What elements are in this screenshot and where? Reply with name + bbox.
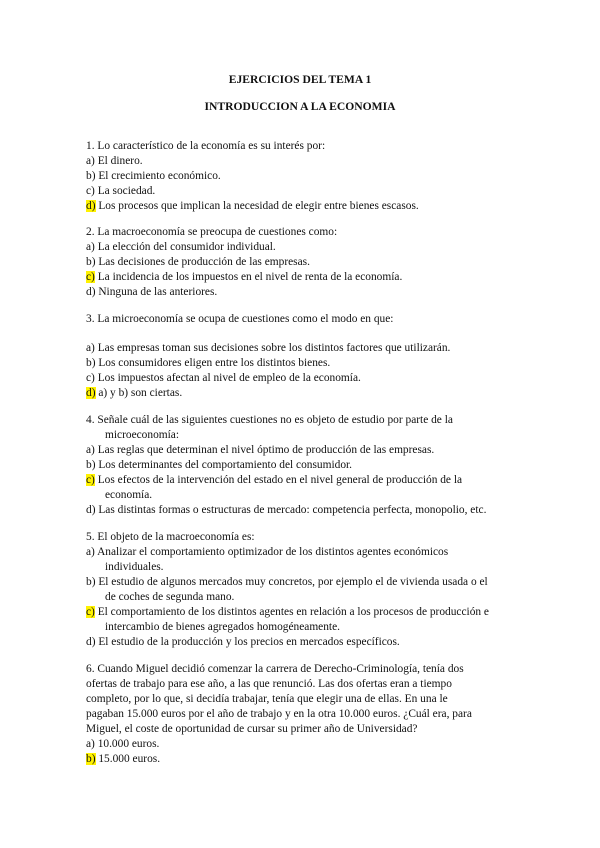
question-5-option-b-continued: de coches de segunda mano. — [105, 591, 235, 603]
question-5-option-c — [86, 605, 489, 620]
answer-highlight: d) — [86, 200, 96, 212]
question-5-option-d: d) El estudio de la producción y los precios en mercados específicos. — [86, 636, 400, 648]
question-2-stem: 2. La macroeconomía se preocupa de cuestiones como: — [86, 226, 338, 238]
answer-highlight: d) — [86, 387, 96, 399]
question-2-option-b: b) Las decisiones de producción de las empresas. — [86, 256, 310, 268]
document-title: EJERCICIOS DEL TEMA 1 — [228, 73, 372, 86]
question-1-option-a: a) El dinero. — [86, 155, 143, 167]
question-1-stem: 1. Lo característico de la economía es su interés por: — [86, 140, 326, 152]
answer-highlight: b) — [86, 753, 96, 765]
question-3-option-c: c) Los impuestos afectan al nivel de empleo de la economía. — [86, 372, 361, 384]
question-1-option-d — [86, 199, 419, 214]
option-text: Los procesos que implican la necesidad de elegir entre bienes escasos. — [95, 200, 419, 212]
question-2-option-a: a) La elección del consumidor individual. — [86, 241, 276, 253]
option-text: a) y b) son ciertas. — [95, 387, 183, 399]
question-6-stem-line: 6. Cuando Miguel decidió comenzar la carrera de Derecho-Criminología, tenía dos — [86, 663, 464, 675]
question-3-option-d — [86, 386, 182, 401]
question-5-option-a: a) Analizar el comportamiento optimizador de los distintos agentes económicos — [86, 546, 449, 558]
question-4-stem-continued: microeconomía: — [105, 429, 180, 441]
question-3-option-b: b) Los consumidores eligen entre los distintos bienes. — [86, 357, 331, 369]
answer-highlight: c) — [86, 606, 95, 618]
question-1-option-c: c) La sociedad. — [86, 185, 156, 197]
question-4-option-d: d) Las distintas formas o estructuras de mercado: competencia perfecta, monopolio, etc. — [86, 504, 487, 516]
question-6-stem-line: ofertas de trabajo para ese año, a las que renunció. Las dos ofertas eran a tiempo — [86, 678, 452, 690]
option-text: La incidencia de los impuestos en el nivel de renta de la economía. — [94, 271, 403, 283]
question-2-option-d: d) Ninguna de las anteriores. — [86, 286, 218, 298]
question-5-option-c-continued: intercambio de bienes agregados homogéneamente. — [105, 621, 340, 633]
question-6-option-b — [86, 752, 160, 767]
document-subtitle: INTRODUCCION A LA ECONOMIA — [204, 100, 396, 113]
question-6-stem-line: pagaban 15.000 euros por el año de trabajo y en la otra 10.000 euros. ¿Cuál era, para — [86, 708, 472, 720]
question-6-stem-line: Miguel, el coste de oportunidad de cursar su primer año de Universidad? — [86, 723, 418, 735]
question-4-option-c — [86, 473, 462, 488]
question-6-stem-line: completo, por lo que, si decidía trabajar, tenía que elegir una de ellas. En una le — [86, 693, 448, 705]
answer-highlight: c) — [86, 271, 95, 283]
option-text: 15.000 euros. — [95, 753, 161, 765]
question-4-option-b: b) Los determinantes del comportamiento del consumidor. — [86, 459, 353, 471]
question-5-option-b: b) El estudio de algunos mercados muy concretos, por ejemplo el de vivienda usada o el — [86, 576, 488, 588]
question-3-stem: 3. La microeconomía se ocupa de cuestiones como el modo en que: — [86, 313, 394, 325]
question-3-option-a: a) Las empresas toman sus decisiones sobre los distintos factores que utilizarán. — [86, 342, 451, 354]
question-6-option-a: a) 10.000 euros. — [86, 738, 160, 750]
question-4-option-c-continued: economía. — [105, 489, 153, 501]
question-2-option-c — [86, 270, 402, 285]
option-text: Los efectos de la intervención del estado en el nivel general de producción de la — [94, 474, 463, 486]
question-1-option-b: b) El crecimiento económico. — [86, 170, 221, 182]
answer-highlight: c) — [86, 474, 95, 486]
question-5-option-a-continued: individuales. — [105, 561, 164, 573]
option-text: El comportamiento de los distintos agentes en relación a los procesos de producción e — [94, 606, 489, 618]
question-5-stem: 5. El objeto de la macroeconomía es: — [86, 531, 255, 543]
question-4-option-a: a) Las reglas que determinan el nivel óptimo de producción de las empresas. — [86, 444, 435, 456]
question-4-stem: 4. Señale cuál de las siguientes cuestiones no es objeto de estudio por parte de la — [86, 414, 453, 426]
